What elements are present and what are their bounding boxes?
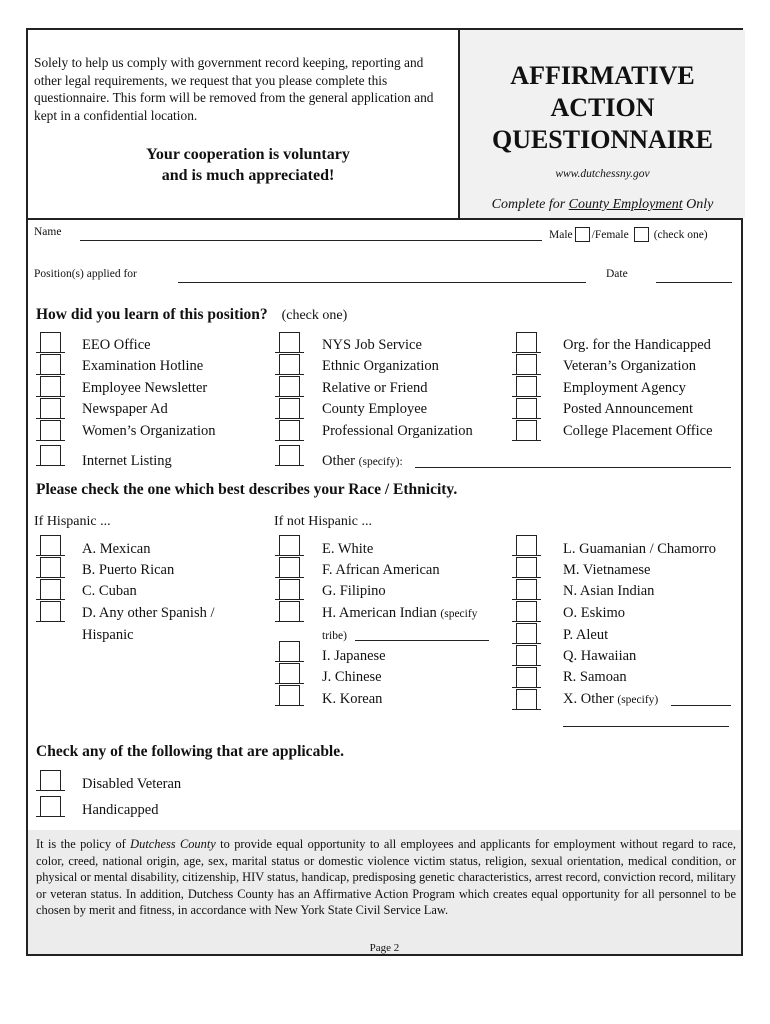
race-checkbox-r[interactable]: [516, 667, 537, 688]
race-other-field-2[interactable]: [563, 726, 729, 727]
learn-option: Ethnic Organization: [322, 358, 439, 374]
race-checkbox-o[interactable]: [516, 601, 537, 622]
female-checkbox[interactable]: [634, 227, 649, 242]
title-line-2: ACTION: [550, 93, 655, 122]
learn-checkbox-ethnic-org[interactable]: [279, 354, 300, 375]
website-url[interactable]: www.dutchessny.gov: [555, 168, 650, 180]
learn-checkbox-eeo[interactable]: [40, 332, 61, 353]
race-checkbox-f[interactable]: [279, 557, 300, 578]
name-label: Name: [34, 226, 62, 238]
learn-checkbox-posted[interactable]: [516, 398, 537, 419]
learn-checkbox-nys-job[interactable]: [279, 332, 300, 353]
learn-option-other: Other (specify):: [322, 453, 403, 469]
intro-text: Solely to help us comply with government record keeping, reporting and other legal requirements, we request that you please complete this questionnaire. This form will be removed from the general application and kept in a confidential location.: [34, 55, 434, 123]
race-option: L. Guamanian / Chamorro: [563, 541, 717, 557]
learn-heading: How did you learn of this position? (check one): [36, 306, 348, 323]
race-option-cont: Hispanic: [82, 627, 134, 643]
learn-option: Employment Agency: [563, 380, 686, 396]
race-option: R. Samoan: [563, 669, 627, 685]
learn-checkbox-hotline[interactable]: [40, 354, 61, 375]
learn-option: Professional Organization: [322, 423, 473, 439]
learn-checkbox-county-employee[interactable]: [279, 398, 300, 419]
race-tribe-field[interactable]: [355, 640, 489, 641]
learn-checkbox-internet[interactable]: [40, 445, 61, 466]
race-option: F. African American: [322, 562, 440, 578]
race-option: E. White: [322, 541, 374, 557]
learn-option: EEO Office: [82, 337, 151, 353]
race-checkbox-i[interactable]: [279, 641, 300, 662]
learn-checkbox-employment-agency[interactable]: [516, 376, 537, 397]
race-option: O. Eskimo: [563, 605, 626, 621]
title-box: [458, 30, 745, 218]
employment-note: Complete for County Employment Only: [491, 197, 714, 212]
form-frame: [26, 28, 743, 956]
race-tribe-label: tribe): [322, 630, 347, 642]
learn-checkbox-professional-org[interactable]: [279, 420, 300, 441]
race-checkbox-m[interactable]: [516, 557, 537, 578]
learn-option: Relative or Friend: [322, 380, 428, 396]
male-checkbox[interactable]: [575, 227, 590, 242]
race-option: B. Puerto Rican: [82, 562, 175, 578]
race-option: I. Japanese: [322, 648, 386, 664]
race-checkbox-c[interactable]: [40, 579, 61, 600]
race-option: D. Any other Spanish /: [82, 605, 215, 621]
learn-option: Newspaper Ad: [82, 401, 168, 417]
race-option-american-indian: H. American Indian (specify: [322, 605, 478, 621]
learn-option: College Placement Office: [563, 423, 713, 439]
date-field[interactable]: [656, 282, 732, 283]
race-checkbox-d[interactable]: [40, 601, 61, 622]
learn-checkbox-relative[interactable]: [279, 376, 300, 397]
race-heading: Please check the one which best describes your Race / Ethnicity.: [36, 481, 458, 498]
policy-statement: It is the policy of Dutchess County to provide equal opportunity to all employees and applicants for employment without regard to race, color, creed, national origin, age, sex, marital status or domestic violence victim status, religion, sexual orientation, medical condition, or physical or mental disability, citizenship, HIV status, handicap, predisposing genetic characteristics, arrest record, conviction record, military or veteran status. In addition, Dutchess County has an Affirmative Action Program which creates equal opportunity for all personnel to be chosen by merit and fitness, in accordance with New York State Civil Service Law.: [36, 837, 736, 918]
if-not-hispanic-label: If not Hispanic ...: [274, 514, 372, 529]
male-label: Male: [549, 228, 573, 241]
race-option: J. Chinese: [322, 669, 382, 685]
race-checkbox-b[interactable]: [40, 557, 61, 578]
race-option: A. Mexican: [82, 541, 151, 557]
race-checkbox-j[interactable]: [279, 663, 300, 684]
learn-checkbox-veterans-org[interactable]: [516, 354, 537, 375]
header-divider: [28, 218, 741, 220]
race-checkbox-n[interactable]: [516, 579, 537, 600]
gender-group: [549, 227, 708, 242]
race-checkbox-k[interactable]: [279, 685, 300, 706]
race-option: G. Filipino: [322, 583, 386, 599]
learn-other-field[interactable]: [415, 467, 731, 468]
race-option: P. Aleut: [563, 627, 609, 643]
gender-hint: (check one): [653, 228, 708, 241]
race-checkbox-h[interactable]: [279, 601, 300, 622]
title-line-1: AFFIRMATIVE: [510, 61, 695, 90]
position-label: Position(s) applied for: [34, 268, 137, 280]
race-option: M. Vietnamese: [563, 562, 651, 578]
race-other-field[interactable]: [671, 705, 731, 706]
race-option: Q. Hawaiian: [563, 648, 637, 664]
learn-checkbox-handicapped-org[interactable]: [516, 332, 537, 353]
applicable-heading: Check any of the following that are applicable.: [36, 743, 344, 760]
learn-checkbox-other[interactable]: [279, 445, 300, 466]
learn-checkbox-college[interactable]: [516, 420, 537, 441]
race-option: K. Korean: [322, 691, 383, 707]
cooperation-line-1: Your cooperation is voluntary: [146, 146, 350, 163]
learn-option: NYS Job Service: [322, 337, 422, 353]
race-checkbox-p[interactable]: [516, 623, 537, 644]
cooperation-note: [48, 144, 448, 186]
form-title: [460, 60, 745, 156]
applicable-option: Handicapped: [82, 802, 159, 818]
learn-option: Employee Newsletter: [82, 380, 208, 396]
learn-checkbox-newsletter[interactable]: [40, 376, 61, 397]
race-option: C. Cuban: [82, 583, 137, 599]
race-checkbox-a[interactable]: [40, 535, 61, 556]
learn-checkbox-womens-org[interactable]: [40, 420, 61, 441]
position-field[interactable]: [178, 282, 586, 283]
female-label: /Female: [591, 228, 629, 241]
race-checkbox-q[interactable]: [516, 645, 537, 666]
learn-option: Internet Listing: [82, 453, 172, 469]
date-label: Date: [606, 268, 628, 280]
title-line-3: QUESTIONNAIRE: [491, 125, 714, 154]
learn-option: Veteran’s Organization: [563, 358, 697, 374]
page-number: Page 2: [369, 942, 400, 954]
name-field[interactable]: [80, 240, 542, 241]
if-hispanic-label: If Hispanic ...: [34, 514, 111, 529]
race-option-other: X. Other (specify): [563, 691, 659, 707]
learn-option: Org. for the Handicapped: [563, 337, 711, 353]
disabled-veteran-checkbox[interactable]: [40, 770, 61, 791]
race-checkbox-e[interactable]: [279, 535, 300, 556]
learn-checkbox-newspaper[interactable]: [40, 398, 61, 419]
learn-option: County Employee: [322, 401, 428, 417]
race-option: N. Asian Indian: [563, 583, 655, 599]
learn-option: Women’s Organization: [82, 423, 216, 439]
cooperation-line-2: and is much appreciated!: [161, 167, 335, 184]
handicapped-checkbox[interactable]: [40, 796, 61, 817]
learn-option: Posted Announcement: [563, 401, 694, 417]
race-checkbox-g[interactable]: [279, 579, 300, 600]
applicable-option: Disabled Veteran: [82, 776, 182, 792]
race-checkbox-x[interactable]: [516, 689, 537, 710]
learn-option: Examination Hotline: [82, 358, 204, 374]
race-checkbox-l[interactable]: [516, 535, 537, 556]
